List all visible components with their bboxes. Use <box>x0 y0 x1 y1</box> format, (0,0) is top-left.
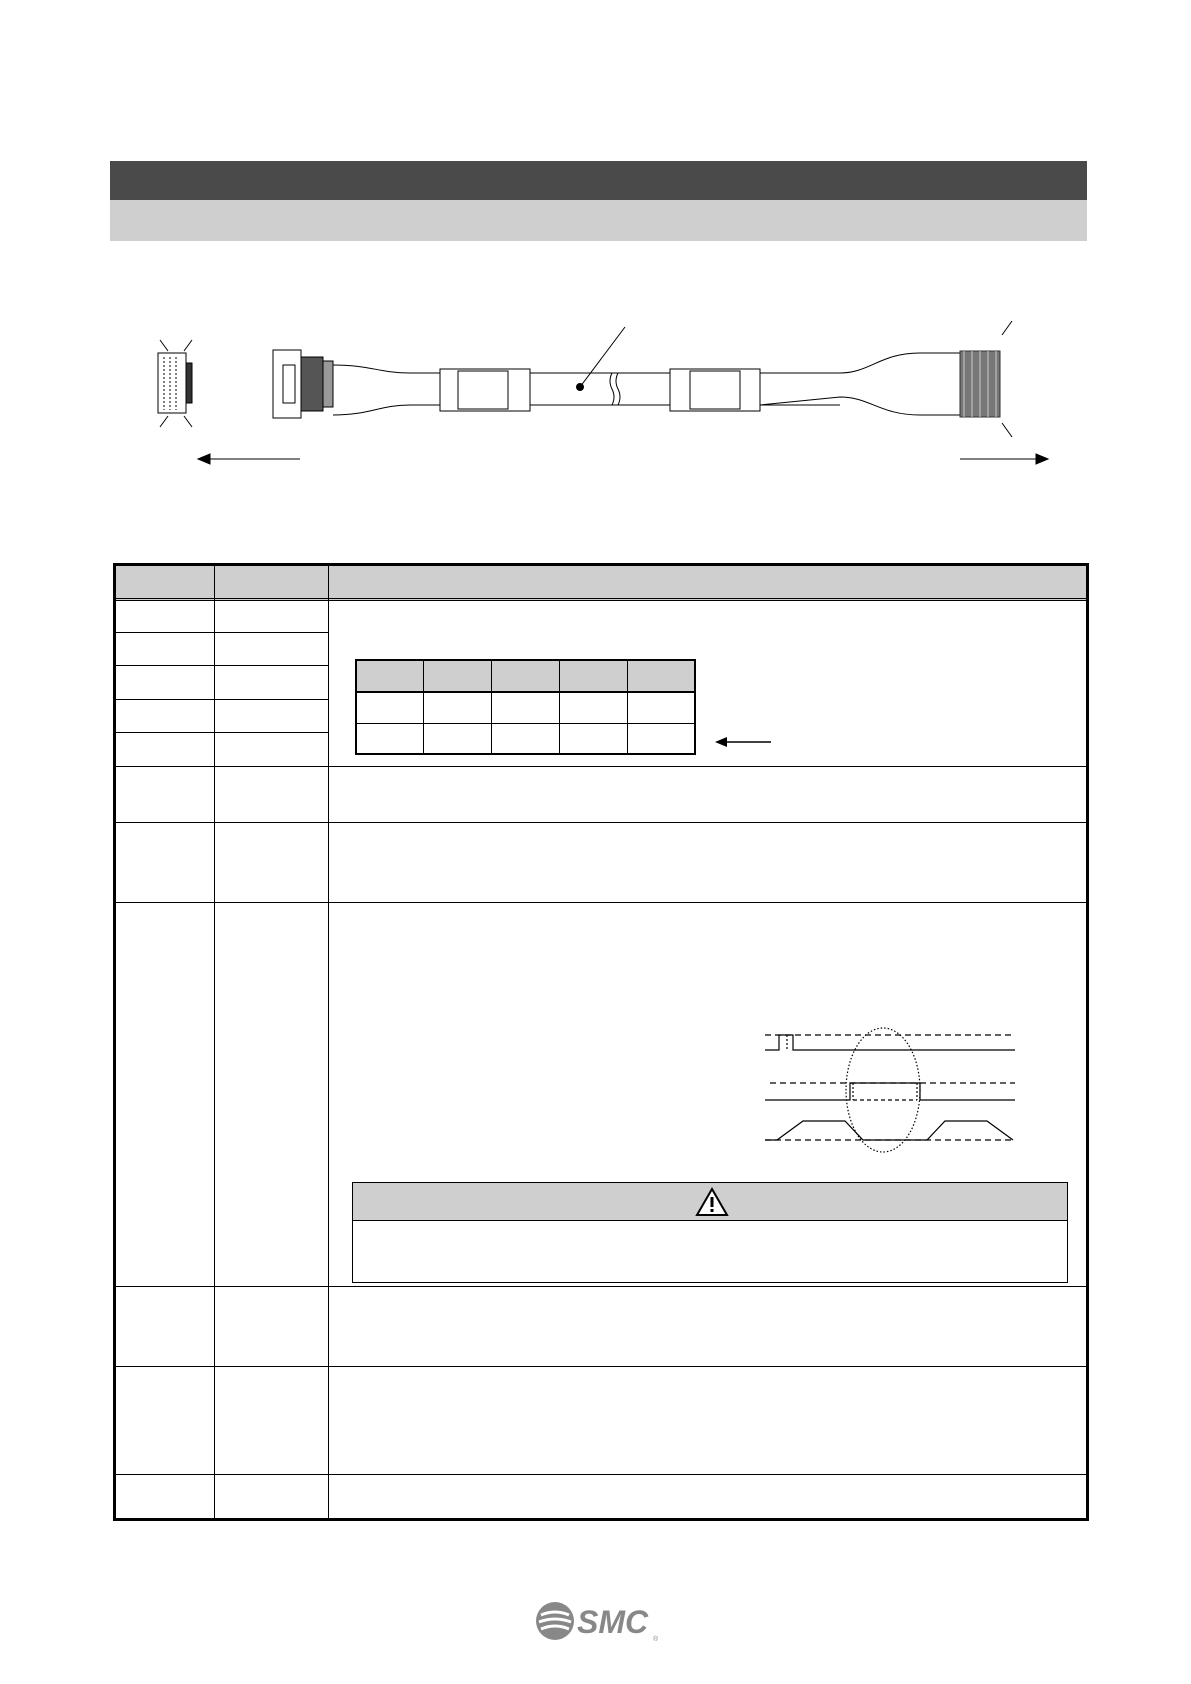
timing-diagram <box>765 1025 1025 1155</box>
caution-box <box>352 1182 1068 1283</box>
inner-code-table <box>355 659 696 755</box>
logo-text: SMC <box>577 1604 649 1640</box>
inner-column-divider <box>559 661 560 753</box>
left-arrowhead-icon <box>198 454 210 464</box>
connector-side-view <box>273 350 333 418</box>
table-header-row <box>116 566 1086 601</box>
row-divider <box>116 665 328 666</box>
cable-diagram <box>140 315 1070 475</box>
column-divider <box>328 566 329 1518</box>
warning-triangle-icon <box>695 1187 729 1217</box>
row-divider <box>116 699 328 700</box>
inner-column-divider <box>491 661 492 753</box>
row-divider <box>116 732 328 733</box>
leader-line-bottom-right <box>1002 423 1012 437</box>
connector-end-view <box>158 340 192 427</box>
smc-logo-mark <box>535 1601 665 1643</box>
inner-table-header <box>357 661 694 693</box>
row-divider <box>116 632 328 633</box>
row-divider <box>116 1366 1086 1367</box>
section-subheader-bar <box>110 200 1087 241</box>
column-divider <box>214 566 215 1518</box>
inner-column-divider <box>423 661 424 753</box>
logo-registered: ® <box>653 1636 659 1643</box>
row-divider <box>116 1474 1086 1475</box>
right-arrowhead-icon <box>1036 454 1048 464</box>
flying-leads <box>960 351 1000 417</box>
inner-row-divider <box>357 723 694 724</box>
inner-table-arrow-icon <box>715 734 775 750</box>
caution-header <box>353 1183 1067 1221</box>
row-divider <box>116 1286 1086 1287</box>
cable-body <box>333 353 960 415</box>
smc-logo <box>535 1601 665 1643</box>
leader-line-top-right <box>1002 321 1012 335</box>
section-header-bar <box>110 161 1087 200</box>
row-divider <box>116 822 1086 823</box>
leader-dot <box>577 384 584 391</box>
inner-column-divider <box>627 661 628 753</box>
row-divider <box>116 902 1086 903</box>
row-divider <box>116 766 1086 767</box>
